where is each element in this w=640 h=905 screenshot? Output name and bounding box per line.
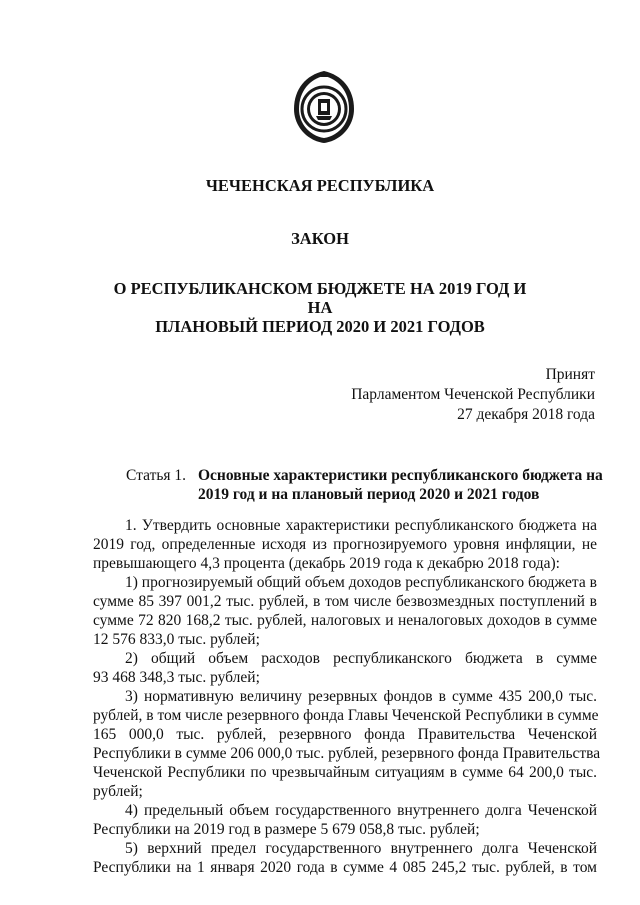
adoption-line: Принят — [545, 366, 595, 383]
paragraph — [93, 516, 597, 573]
adoption-block — [295, 365, 595, 425]
law-title-line: ПЛАНОВЫЙ ПЕРИОД 2020 И 2021 ГОДОВ — [155, 317, 485, 336]
paragraph-line: 12 576 833,0 тыс. рублей; — [93, 631, 260, 648]
paragraph — [93, 573, 597, 649]
paragraph — [93, 801, 597, 839]
paragraph-line: превышающего 4,3 процента (декабрь 2019 года к декабрю 2018 года): — [93, 555, 560, 572]
paragraph-line: сумме 85 397 001,2 тыс. рублей, в том числе безвозмездных поступлений в — [93, 593, 597, 610]
paragraph-line: 4) предельный объем государственного внутреннего долга Чеченской — [125, 802, 597, 819]
law-heading: ЗАКОН — [291, 229, 349, 248]
paragraph — [93, 649, 597, 687]
paragraph-line: Чеченской Республики по чрезвычайным ситуациям в сумме 64 200,0 тыс. — [93, 764, 597, 781]
paragraph-line: Республики на 1 января 2020 года в сумме 4 085 245,2 тыс. рублей, в том — [93, 859, 597, 876]
paragraph-line: 5) верхний предел государственного внутреннего долга Чеченской — [125, 840, 597, 857]
paragraph-line: 3) нормативную величину резервных фондов в сумме 435 200,0 тыс. — [125, 688, 597, 705]
paragraph-line: 1) прогнозируемый общий объем доходов республиканского бюджета в — [125, 574, 597, 591]
paragraph-line: 93 468 348,3 тыс. рублей; — [93, 669, 260, 686]
article-heading — [198, 466, 606, 504]
law-title — [100, 279, 540, 336]
article-label: Статья 1. — [126, 467, 187, 484]
paragraph-line: рублей, в том числе резервного фонда Главы Чеченской Республики в сумме — [93, 707, 599, 724]
paragraph-line: 2019 год, определенные исходя из прогнозируемого уровня инфляции, не — [93, 536, 597, 553]
adoption-date: 27 декабря 2018 года — [457, 406, 595, 423]
article-body — [93, 516, 601, 877]
paragraph-line: 2) общий объем расходов республиканского бюджета в сумме — [125, 650, 597, 667]
article-heading-line: Основные характеристики республиканского бюджета на — [198, 467, 603, 484]
paragraph-line: 1. Утвердить основные характеристики республиканского бюджета на — [125, 517, 597, 534]
paragraph — [93, 687, 601, 801]
paragraph — [93, 839, 597, 877]
law-title-line: О РЕСПУБЛИКАНСКОМ БЮДЖЕТЕ НА 2019 ГОД И НА — [113, 279, 527, 317]
paragraph-line: 165 000,0 тыс. рублей, резервного фонда Правительства Чеченской — [93, 726, 597, 743]
article-heading-line: 2019 год и на плановый период 2020 и 2021 годов — [198, 486, 540, 503]
paragraph-line: Республики в сумме 206 000,0 тыс. рублей, резервного фонда Правительства — [93, 745, 601, 762]
paragraph-line: рублей; — [93, 783, 143, 800]
adoption-line: Парламентом Чеченской Республики — [351, 386, 595, 403]
republic-name-heading: ЧЕЧЕНСКАЯ РЕСПУБЛИКА — [205, 176, 435, 195]
paragraph-line: Республики на 2019 год в размере 5 679 058,8 тыс. рублей; — [93, 821, 480, 838]
coat-of-arms-emblem-icon — [290, 69, 358, 145]
paragraph-line: сумме 72 820 168,2 тыс. рублей, налоговых и неналоговых доходов в сумме — [93, 612, 597, 629]
